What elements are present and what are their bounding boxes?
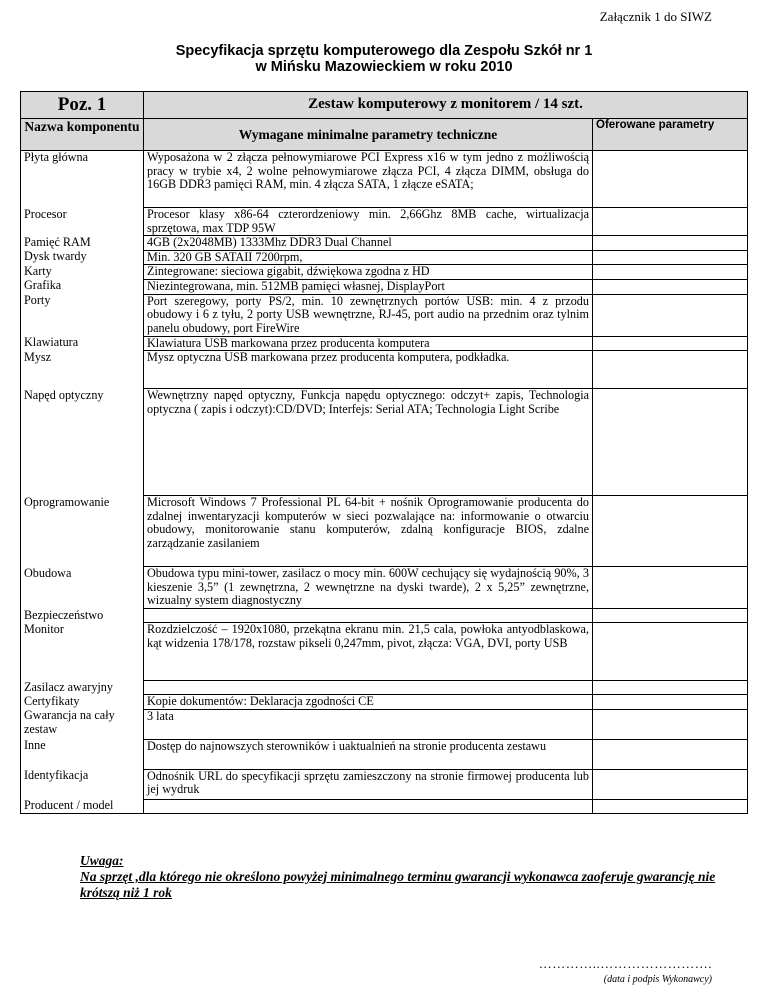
table-row: [21, 709, 748, 739]
offered-parameter-cell[interactable]: [593, 623, 748, 681]
table-row: [21, 799, 748, 813]
table-row: [21, 681, 748, 695]
note-text: Na sprzęt ,dla którego nie określono powyżej minimalnego terminu gwarancji wykonawca zaoferuje gwarancję nie krótszą niż 1 rok: [80, 869, 716, 900]
table-row: [21, 294, 748, 336]
table-header-row: [21, 92, 748, 119]
title-line-2: w Mińsku Mazowieckiem w roku 2010: [255, 59, 513, 75]
component-name: Porty: [21, 294, 144, 336]
document-title: [0, 43, 768, 75]
table-row: [21, 389, 748, 496]
offered-parameter-cell[interactable]: [593, 496, 748, 567]
component-requirement: Mysz optyczna USB markowana przez producenta komputera, podkładka.: [144, 351, 593, 389]
table-row: [21, 623, 748, 681]
offered-parameter-cell[interactable]: [593, 695, 748, 710]
component-requirement: Dostęp do najnowszych sterowników i uaktualnień na stronie producenta zestawu: [144, 739, 593, 769]
table-row: [21, 351, 748, 389]
warranty-note: [80, 853, 720, 901]
specification-table: [20, 91, 748, 814]
component-requirement: Zintegrowane: sieciowa gigabit, dźwiękowa zgodna z HD: [144, 265, 593, 280]
table-row: [21, 208, 748, 236]
table-row: [21, 769, 748, 799]
component-requirement: Obudowa typu mini-tower, zasilacz o mocy min. 600W cechujący się wydajnością 90%, 3 kieszenie 3,5” (1 zewnętrzna, 2 wewnętrzne na dyski twarde), 2 x 5,25” zewnętrzne, wizualny system diagnostyczny: [144, 567, 593, 609]
column-header-component-name: Nazwa komponentu: [21, 119, 144, 151]
component-name: Pamięć RAM: [21, 236, 144, 251]
offered-parameter-cell[interactable]: [593, 799, 748, 813]
table-row: [21, 250, 748, 265]
table-row: [21, 151, 748, 208]
component-requirement: Procesor klasy x86-64 czterordzeniowy min. 2,66Ghz 8MB cache, wirtualizacja sprzętowa, max TDP 95W: [144, 208, 593, 236]
offered-parameter-cell[interactable]: [593, 151, 748, 208]
signature-label: (data i podpis Wykonawcy): [603, 974, 712, 985]
offered-parameter-cell[interactable]: [593, 236, 748, 251]
offered-parameter-cell[interactable]: [593, 739, 748, 769]
table-row: [21, 236, 748, 251]
component-requirement: Klawiatura USB markowana przez producenta komputera: [144, 336, 593, 351]
component-name: Bezpieczeństwo: [21, 609, 144, 623]
component-name: Producent / model: [21, 799, 144, 813]
component-requirement: [144, 799, 593, 813]
offered-parameter-cell[interactable]: [593, 208, 748, 236]
component-name: Napęd optyczny: [21, 389, 144, 496]
offered-parameter-cell[interactable]: [593, 336, 748, 351]
column-header-offered: Oferowane parametry: [593, 119, 748, 151]
offered-parameter-cell[interactable]: [593, 351, 748, 389]
note-heading: Uwaga:: [80, 853, 124, 868]
title-line-1: Specyfikacja sprzętu komputerowego dla Zespołu Szkół nr 1: [175, 43, 593, 59]
offered-parameter-cell[interactable]: [593, 389, 748, 496]
table-row: [21, 695, 748, 710]
offered-parameter-cell[interactable]: [593, 709, 748, 739]
component-requirement: Kopie dokumentów: Deklaracja zgodności CE: [144, 695, 593, 710]
component-name: Klawiatura: [21, 336, 144, 351]
component-name: Płyta główna: [21, 151, 144, 208]
offered-parameter-cell[interactable]: [593, 567, 748, 609]
component-name: Grafika: [21, 279, 144, 294]
component-requirement: Niezintegrowana, min. 512MB pamięci własnej, DisplayPort: [144, 279, 593, 294]
component-requirement: Microsoft Windows 7 Professional PL 64-bit + nośnik Oprogramowanie producenta do zdalnej inwentaryzacji komputerów w sieci pozwalające na: informowanie o otwarciu obudowy, monitorowanie stanu komputerów, zdalną konfiguracje BIOS, zdalne zarządzanie zasilaniem: [144, 496, 593, 567]
offered-parameter-cell[interactable]: [593, 279, 748, 294]
component-requirement: Port szeregowy, porty PS/2, min. 10 zewnętrznych portów USB: min. 4 z przodu obudowy i 6 z tyłu, 2 porty USB wewnętrzne, RJ-45, port audio na przednim oraz tylnim panelu obudowy, port FireWire: [144, 294, 593, 336]
component-name: Obudowa: [21, 567, 144, 609]
component-name: Zasilacz awaryjny: [21, 681, 144, 695]
component-name: Oprogramowanie: [21, 496, 144, 567]
component-requirement: Wyposażona w 2 złącza pełnowymiarowe PCI Express x16 w tym jedno z możliwością pracy w trybie x4, 2 wolne pełnowymiarowe złącza PCI, 4 złącza DIMM, obsługa do 16GB DDR3 pamięci RAM, min. 4 złącza SATA, 1 złącze eSATA;: [144, 151, 593, 208]
table-row: [21, 279, 748, 294]
component-name: Karty: [21, 265, 144, 280]
component-requirement: Odnośnik URL do specyfikacji sprzętu zamieszczony na stronie firmowej producenta lub jej wydruk: [144, 769, 593, 799]
component-requirement: Wewnętrzny napęd optyczny, Funkcja napędu optycznego: odczyt+ zapis, Technologia optyczna ( zapis i odczyt):CD/DVD; Interfejs: Serial ATA; Technologia Light Scribe: [144, 389, 593, 496]
component-name: Inne: [21, 739, 144, 769]
component-name: Gwarancja na cały zestaw: [21, 709, 144, 739]
component-requirement: Min. 320 GB SATAII 7200rpm,: [144, 250, 593, 265]
table-row: [21, 265, 748, 280]
component-requirement: Rozdzielczość – 1920x1080, przekątna ekranu min. 21,5 cala, powłoka antyodblaskowa, kąt widzenia 178/178, rozstaw pikseli 0,247mm, pivot, złącza: VGA, DVI, porty USB: [144, 623, 593, 681]
column-header-required: Wymagane minimalne parametry techniczne: [144, 119, 593, 151]
component-requirement: [144, 609, 593, 623]
table-row: [21, 496, 748, 567]
column-header-row: [21, 119, 748, 151]
offered-parameter-cell[interactable]: [593, 769, 748, 799]
signature-line: …………..…………………….: [538, 956, 712, 971]
offered-parameter-cell[interactable]: [593, 681, 748, 695]
offered-parameter-cell[interactable]: [593, 609, 748, 623]
annex-label: Załącznik 1 do SIWZ: [599, 9, 712, 24]
component-requirement: 4GB (2x2048MB) 1333Mhz DDR3 Dual Channel: [144, 236, 593, 251]
table-row: [21, 609, 748, 623]
set-description: Zestaw komputerowy z monitorem / 14 szt.: [144, 92, 748, 119]
component-name: Procesor: [21, 208, 144, 236]
table-row: [21, 336, 748, 351]
offered-parameter-cell[interactable]: [593, 265, 748, 280]
table-row: [21, 567, 748, 609]
position-number: Poz. 1: [21, 92, 144, 119]
component-requirement: 3 lata: [144, 709, 593, 739]
table-row: [21, 739, 748, 769]
component-name: Identyfikacja: [21, 769, 144, 799]
offered-parameter-cell[interactable]: [593, 294, 748, 336]
component-name: Certyfikaty: [21, 695, 144, 710]
component-requirement: [144, 681, 593, 695]
component-name: Dysk twardy: [21, 250, 144, 265]
offered-parameter-cell[interactable]: [593, 250, 748, 265]
component-name: Monitor: [21, 623, 144, 681]
component-name: Mysz: [21, 351, 144, 389]
